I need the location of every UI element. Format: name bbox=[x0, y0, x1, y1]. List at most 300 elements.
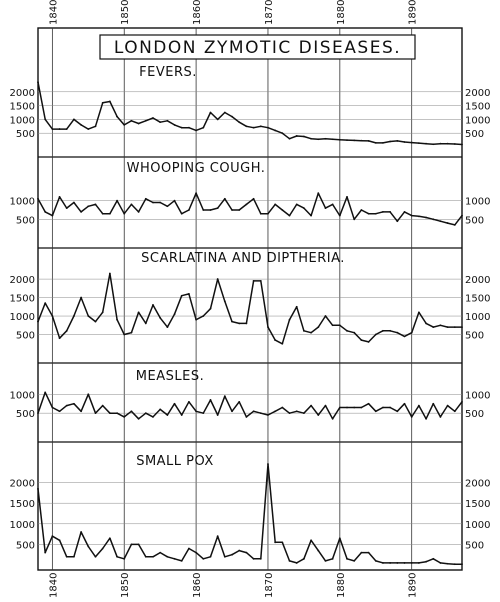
data-point bbox=[123, 213, 125, 215]
x-tick-label-bottom: 1890 bbox=[407, 572, 419, 598]
data-point bbox=[389, 330, 391, 332]
data-point bbox=[202, 209, 204, 211]
data-point bbox=[339, 139, 341, 141]
data-point bbox=[267, 326, 269, 328]
data-point bbox=[454, 563, 456, 565]
data-point bbox=[159, 408, 161, 410]
data-point bbox=[123, 558, 125, 560]
data-point bbox=[396, 562, 398, 564]
data-point bbox=[454, 410, 456, 412]
data-point bbox=[425, 143, 427, 145]
data-point bbox=[425, 418, 427, 420]
data-point bbox=[360, 140, 362, 142]
y-tick-label-left: 1000 bbox=[9, 519, 35, 531]
data-point bbox=[174, 403, 176, 405]
data-point bbox=[289, 412, 291, 414]
data-point bbox=[231, 209, 233, 211]
data-point bbox=[310, 539, 312, 541]
y-tick-label-left: 500 bbox=[15, 330, 35, 342]
data-point bbox=[317, 326, 319, 328]
data-point bbox=[210, 556, 212, 558]
data-point bbox=[396, 140, 398, 142]
data-point bbox=[51, 535, 53, 537]
data-point bbox=[51, 315, 53, 317]
y-tick-label-right: 1000 bbox=[465, 390, 491, 402]
data-point bbox=[440, 143, 442, 145]
data-point bbox=[181, 414, 183, 416]
data-point bbox=[87, 205, 89, 207]
data-point bbox=[353, 560, 355, 562]
y-tick-label-right: 1500 bbox=[465, 101, 491, 113]
data-point bbox=[95, 412, 97, 414]
data-point bbox=[37, 488, 39, 490]
data-point bbox=[202, 412, 204, 414]
data-point bbox=[181, 127, 183, 129]
data-point bbox=[339, 324, 341, 326]
data-point bbox=[80, 124, 82, 126]
data-point bbox=[217, 207, 219, 209]
data-point bbox=[332, 558, 334, 560]
data-point bbox=[317, 550, 319, 552]
data-point bbox=[59, 337, 61, 339]
data-point bbox=[166, 120, 168, 122]
data-point bbox=[389, 211, 391, 213]
data-point bbox=[310, 405, 312, 407]
x-tick-label-top: 1870 bbox=[263, 0, 275, 25]
data-point bbox=[95, 321, 97, 323]
series-line bbox=[38, 82, 462, 144]
data-point bbox=[116, 116, 118, 118]
data-point bbox=[231, 116, 233, 118]
data-point bbox=[317, 414, 319, 416]
panel-title: FEVERS. bbox=[139, 65, 197, 80]
data-point bbox=[159, 121, 161, 123]
data-point bbox=[231, 321, 233, 323]
data-point bbox=[332, 418, 334, 420]
data-point bbox=[195, 319, 197, 321]
data-point bbox=[375, 142, 377, 144]
data-point bbox=[274, 130, 276, 132]
data-point bbox=[267, 463, 269, 465]
data-point bbox=[195, 410, 197, 412]
data-point bbox=[159, 552, 161, 554]
data-point bbox=[123, 416, 125, 418]
data-point bbox=[303, 207, 305, 209]
data-point bbox=[296, 204, 298, 206]
data-point bbox=[375, 334, 377, 336]
data-point bbox=[109, 412, 111, 414]
data-point bbox=[389, 407, 391, 409]
chart-title: LONDON ZYMOTIC DISEASES. bbox=[113, 38, 402, 58]
data-point bbox=[303, 412, 305, 414]
data-point bbox=[332, 138, 334, 140]
data-point bbox=[174, 200, 176, 202]
data-point bbox=[95, 125, 97, 127]
y-tick-label-left: 1000 bbox=[9, 390, 35, 402]
data-point bbox=[396, 410, 398, 412]
data-point bbox=[418, 142, 420, 144]
data-point bbox=[360, 209, 362, 211]
data-point bbox=[325, 207, 327, 209]
data-point bbox=[382, 211, 384, 213]
data-point bbox=[152, 416, 154, 418]
data-point bbox=[425, 323, 427, 325]
data-point bbox=[360, 339, 362, 341]
data-point bbox=[267, 414, 269, 416]
data-point bbox=[44, 302, 46, 304]
data-point bbox=[202, 127, 204, 129]
data-point bbox=[447, 143, 449, 145]
y-tick-label-left: 2000 bbox=[9, 275, 35, 287]
data-point bbox=[404, 562, 406, 564]
data-point bbox=[166, 205, 168, 207]
data-point bbox=[80, 410, 82, 412]
x-tick-label-bottom: 1840 bbox=[48, 572, 60, 598]
y-tick-label-right: 1500 bbox=[465, 499, 491, 511]
data-point bbox=[418, 311, 420, 313]
y-tick-label-right: 1000 bbox=[465, 115, 491, 127]
data-point bbox=[174, 313, 176, 315]
data-point bbox=[73, 403, 75, 405]
y-tick-label-left: 1500 bbox=[9, 101, 35, 113]
data-point bbox=[73, 556, 75, 558]
x-tick-label-top: 1840 bbox=[48, 0, 60, 25]
data-point bbox=[87, 393, 89, 395]
data-point bbox=[188, 127, 190, 129]
data-point bbox=[66, 128, 68, 130]
data-point bbox=[152, 117, 154, 119]
data-point bbox=[418, 405, 420, 407]
data-point bbox=[152, 304, 154, 306]
data-point bbox=[447, 563, 449, 565]
data-point bbox=[66, 556, 68, 558]
x-tick-label-top: 1890 bbox=[407, 0, 419, 25]
data-point bbox=[145, 198, 147, 200]
data-point bbox=[102, 102, 104, 104]
series-line bbox=[38, 274, 462, 344]
data-point bbox=[368, 341, 370, 343]
data-point bbox=[188, 293, 190, 295]
x-tick-label-top: 1880 bbox=[335, 0, 347, 25]
data-point bbox=[432, 326, 434, 328]
data-point bbox=[188, 401, 190, 403]
data-point bbox=[296, 562, 298, 564]
data-point bbox=[432, 143, 434, 145]
data-point bbox=[202, 558, 204, 560]
data-point bbox=[145, 412, 147, 414]
data-point bbox=[174, 558, 176, 560]
data-point bbox=[461, 401, 463, 403]
data-point bbox=[217, 535, 219, 537]
y-tick-label-left: 1500 bbox=[9, 499, 35, 511]
data-point bbox=[425, 217, 427, 219]
data-point bbox=[217, 278, 219, 280]
y-tick-label-left: 500 bbox=[15, 215, 35, 227]
data-point bbox=[145, 120, 147, 122]
data-point bbox=[411, 215, 413, 217]
data-point bbox=[447, 405, 449, 407]
data-point bbox=[159, 317, 161, 319]
y-tick-label-right: 500 bbox=[465, 215, 485, 227]
series-line bbox=[38, 464, 462, 564]
data-point bbox=[418, 215, 420, 217]
data-point bbox=[346, 196, 348, 198]
data-point bbox=[332, 204, 334, 206]
data-point bbox=[425, 561, 427, 563]
data-point bbox=[296, 135, 298, 137]
data-point bbox=[382, 407, 384, 409]
panel-title: WHOOPING COUGH. bbox=[126, 161, 266, 176]
data-point bbox=[109, 537, 111, 539]
data-point bbox=[289, 319, 291, 321]
data-point bbox=[267, 127, 269, 129]
data-point bbox=[188, 548, 190, 550]
data-point bbox=[59, 196, 61, 198]
data-point bbox=[210, 209, 212, 211]
data-point bbox=[274, 410, 276, 412]
data-point bbox=[217, 414, 219, 416]
data-point bbox=[59, 128, 61, 130]
data-point bbox=[102, 405, 104, 407]
data-point bbox=[73, 119, 75, 121]
data-point bbox=[51, 215, 53, 217]
data-point bbox=[246, 125, 248, 127]
panel-title: SMALL POX bbox=[136, 454, 214, 469]
data-point bbox=[138, 544, 140, 546]
data-point bbox=[246, 552, 248, 554]
data-point bbox=[382, 330, 384, 332]
data-point bbox=[80, 297, 82, 299]
y-tick-label-right: 500 bbox=[465, 129, 485, 141]
data-point bbox=[281, 343, 283, 345]
y-tick-label-right: 500 bbox=[465, 330, 485, 342]
data-point bbox=[346, 330, 348, 332]
data-point bbox=[310, 332, 312, 334]
data-point bbox=[396, 220, 398, 222]
data-point bbox=[368, 403, 370, 405]
data-point bbox=[51, 407, 53, 409]
data-point bbox=[131, 332, 133, 334]
data-point bbox=[339, 407, 341, 409]
data-point bbox=[224, 556, 226, 558]
data-point bbox=[339, 215, 341, 217]
data-point bbox=[44, 119, 46, 121]
y-tick-label-right: 500 bbox=[465, 540, 485, 552]
data-point bbox=[138, 211, 140, 213]
y-tick-label-right: 1500 bbox=[465, 293, 491, 305]
data-point bbox=[87, 315, 89, 317]
panel-title: MEASLES. bbox=[135, 369, 205, 384]
data-point bbox=[404, 403, 406, 405]
data-point bbox=[317, 192, 319, 194]
data-point bbox=[166, 556, 168, 558]
data-point bbox=[181, 295, 183, 297]
x-tick-label-bottom: 1880 bbox=[335, 572, 347, 598]
data-point bbox=[253, 558, 255, 560]
data-point bbox=[368, 140, 370, 142]
data-point bbox=[109, 101, 111, 103]
data-point bbox=[210, 112, 212, 114]
data-point bbox=[102, 213, 104, 215]
data-point bbox=[454, 224, 456, 226]
data-point bbox=[181, 560, 183, 562]
data-point bbox=[353, 139, 355, 141]
data-point bbox=[116, 556, 118, 558]
data-point bbox=[440, 324, 442, 326]
data-point bbox=[109, 273, 111, 275]
data-point bbox=[267, 213, 269, 215]
data-point bbox=[217, 119, 219, 121]
data-point bbox=[461, 144, 463, 146]
data-point bbox=[102, 311, 104, 313]
data-point bbox=[145, 556, 147, 558]
x-tick-label-top: 1850 bbox=[120, 0, 132, 25]
data-point bbox=[368, 552, 370, 554]
x-tick-label-top: 1860 bbox=[192, 0, 204, 25]
data-point bbox=[37, 412, 39, 414]
data-point bbox=[281, 407, 283, 409]
y-tick-label-left: 500 bbox=[15, 409, 35, 421]
data-point bbox=[80, 531, 82, 533]
data-point bbox=[325, 405, 327, 407]
data-point bbox=[411, 416, 413, 418]
data-point bbox=[461, 326, 463, 328]
data-point bbox=[87, 546, 89, 548]
data-point bbox=[145, 323, 147, 325]
data-point bbox=[224, 112, 226, 114]
data-point bbox=[447, 326, 449, 328]
y-tick-label-left: 2000 bbox=[9, 87, 35, 99]
data-point bbox=[346, 407, 348, 409]
data-point bbox=[360, 552, 362, 554]
data-point bbox=[389, 562, 391, 564]
data-point bbox=[289, 560, 291, 562]
data-point bbox=[303, 136, 305, 138]
data-point bbox=[440, 220, 442, 222]
y-tick-label-right: 2000 bbox=[465, 87, 491, 99]
y-tick-label-left: 1000 bbox=[9, 196, 35, 208]
data-point bbox=[396, 332, 398, 334]
data-point bbox=[238, 209, 240, 211]
data-point bbox=[195, 192, 197, 194]
data-point bbox=[95, 556, 97, 558]
data-point bbox=[432, 403, 434, 405]
data-point bbox=[210, 308, 212, 310]
data-point bbox=[224, 395, 226, 397]
data-point bbox=[454, 143, 456, 145]
y-tick-label-right: 2000 bbox=[465, 275, 491, 287]
data-point bbox=[166, 414, 168, 416]
data-point bbox=[281, 132, 283, 134]
data-point bbox=[238, 323, 240, 325]
data-point bbox=[116, 319, 118, 321]
data-point bbox=[454, 326, 456, 328]
data-point bbox=[253, 410, 255, 412]
data-point bbox=[51, 128, 53, 130]
data-point bbox=[102, 548, 104, 550]
data-point bbox=[303, 330, 305, 332]
data-point bbox=[353, 218, 355, 220]
data-point bbox=[310, 138, 312, 140]
x-tick-label-bottom: 1870 bbox=[263, 572, 275, 598]
data-point bbox=[360, 407, 362, 409]
data-point bbox=[246, 416, 248, 418]
data-point bbox=[404, 335, 406, 337]
data-point bbox=[37, 198, 39, 200]
data-point bbox=[202, 315, 204, 317]
data-point bbox=[131, 204, 133, 206]
panel-title: SCARLATINA AND DIPTHERIA. bbox=[141, 251, 345, 266]
data-point bbox=[260, 412, 262, 414]
data-point bbox=[37, 321, 39, 323]
data-point bbox=[159, 202, 161, 204]
data-point bbox=[432, 218, 434, 220]
series-line bbox=[38, 392, 462, 418]
data-point bbox=[317, 138, 319, 140]
data-point bbox=[44, 211, 46, 213]
data-point bbox=[461, 215, 463, 217]
data-point bbox=[274, 339, 276, 341]
data-point bbox=[389, 141, 391, 143]
data-point bbox=[73, 315, 75, 317]
data-point bbox=[138, 123, 140, 125]
data-point bbox=[411, 332, 413, 334]
data-point bbox=[238, 550, 240, 552]
data-point bbox=[210, 399, 212, 401]
data-point bbox=[440, 562, 442, 564]
data-point bbox=[332, 324, 334, 326]
data-point bbox=[231, 410, 233, 412]
data-point bbox=[131, 544, 133, 546]
data-point bbox=[131, 410, 133, 412]
data-point bbox=[123, 334, 125, 336]
data-point bbox=[116, 412, 118, 414]
data-point bbox=[353, 332, 355, 334]
data-point bbox=[411, 142, 413, 144]
data-point bbox=[375, 560, 377, 562]
data-point bbox=[289, 138, 291, 140]
y-tick-label-left: 1000 bbox=[9, 115, 35, 127]
y-tick-label-right: 1000 bbox=[465, 196, 491, 208]
data-point bbox=[152, 556, 154, 558]
data-point bbox=[131, 120, 133, 122]
data-point bbox=[138, 418, 140, 420]
data-point bbox=[66, 405, 68, 407]
data-point bbox=[375, 410, 377, 412]
y-tick-label-right: 500 bbox=[465, 409, 485, 421]
data-point bbox=[404, 211, 406, 213]
data-point bbox=[73, 202, 75, 204]
data-point bbox=[325, 560, 327, 562]
data-point bbox=[138, 311, 140, 313]
data-point bbox=[59, 410, 61, 412]
data-point bbox=[260, 213, 262, 215]
data-point bbox=[224, 300, 226, 302]
x-tick-label-bottom: 1860 bbox=[192, 572, 204, 598]
data-point bbox=[188, 209, 190, 211]
data-point bbox=[411, 562, 413, 564]
data-point bbox=[274, 541, 276, 543]
y-tick-label-left: 1500 bbox=[9, 293, 35, 305]
data-point bbox=[246, 204, 248, 206]
data-point bbox=[253, 198, 255, 200]
y-tick-label-right: 1000 bbox=[465, 312, 491, 324]
data-point bbox=[274, 204, 276, 206]
data-point bbox=[238, 121, 240, 123]
y-tick-label-right: 2000 bbox=[465, 478, 491, 490]
y-tick-label-left: 2000 bbox=[9, 478, 35, 490]
data-point bbox=[224, 198, 226, 200]
